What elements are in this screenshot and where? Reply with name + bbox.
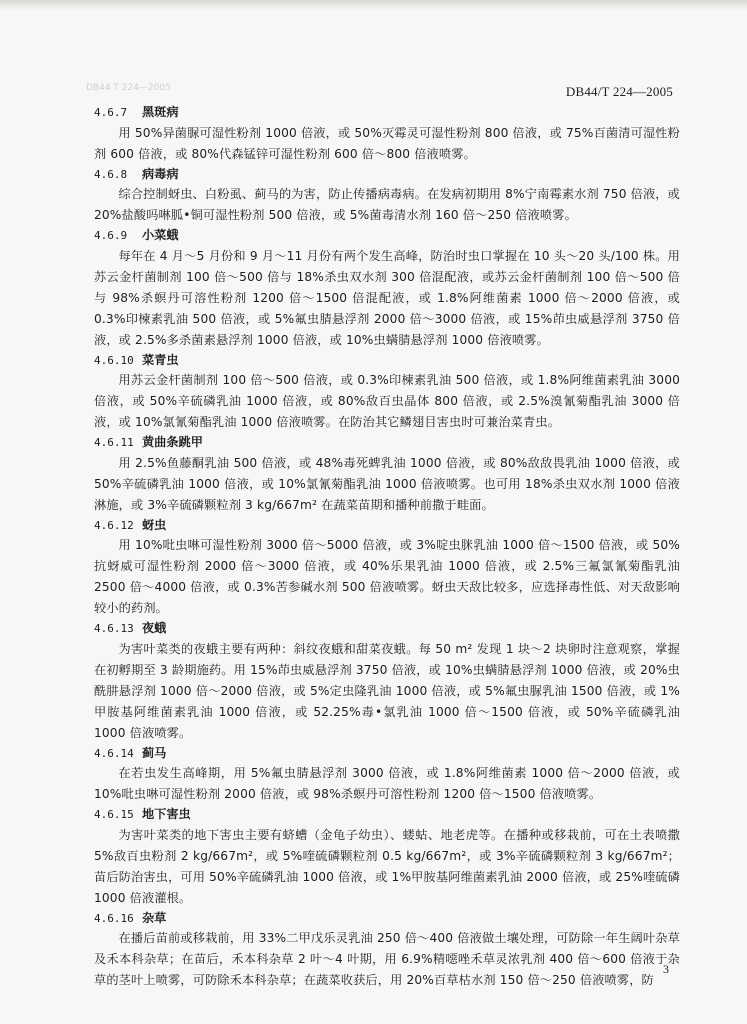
section-number: 4.6.7: [94, 106, 128, 119]
section-number: 4.6.15: [94, 808, 134, 821]
section-heading: [94, 103, 680, 123]
section-number: 4.6.9: [94, 229, 128, 242]
section-heading: [94, 619, 680, 639]
section-paragraph: 为害叶菜类的地下害虫主要有蛴螬（金龟子幼虫）、蝼蛄、地老虎等。在播种或移栽前，可在土表喷撒 5%敌百虫粉剂 2 kg/667m²，或 5%喹硫磷颗粒剂 0.5 kg/667m²，或 3%辛硫磷颗粒剂 3 kg/667m²；苗后防治害虫，可用 50%辛硫磷乳油 1000 倍液，或 1%甲胺基阿维菌素乳油 2000 倍液，或 25%喹硫磷 1000 倍液灌根。: [94, 827, 680, 905]
section-title: 病毒病: [142, 166, 179, 181]
section-paragraph: 综合控制蚜虫、白粉虱、蓟马的为害，防止传播病毒病。在发病初期用 8%宁南霉素水剂 750 倍液，或 20%盐酸吗啉胍•铜可湿性粉剂 500 倍液，或 5%菌毒清水剂 160 倍～250 倍液喷雾。: [94, 187, 680, 222]
section-title: 菜青虫: [142, 352, 179, 367]
section-heading: [94, 805, 680, 825]
section-number: 4.6.11: [94, 436, 134, 449]
section-paragraph: 在若虫发生高峰期，用 5%氟虫腈悬浮剂 3000 倍液，或 1.8%阿维菌素 1000 倍～2000 倍液，或 10%吡虫啉可湿性粉剂 2000 倍液，或 98%杀螟丹可溶性粉剂 1200 倍～1500 倍液喷雾。: [94, 766, 680, 801]
section-number: 4.6.14: [94, 746, 134, 760]
section-paragraph: 用苏云金杆菌制剂 100 倍～500 倍液，或 0.3%印楝素乳油 500 倍液，或 1.8%阿维菌素乳油 3000 倍液，或 50%辛硫磷乳油 1000 倍液，或 80%敌百虫晶体 800 倍液，或 2.5%溴氰菊酯乳油 3000 倍液，或 10%氯氰菊酯乳油 1000 倍液喷雾。在防治其它鳞翅目害虫时可兼治菜青虫。: [94, 373, 680, 429]
section-number: 4.6.12: [94, 518, 134, 532]
section-paragraph: 在播后苗前或移栽前，用 33%二甲戊乐灵乳油 250 倍～400 倍液做土壤处理，可防除一年生阔叶杂草及禾本科杂草；在苗后，禾本科杂草 2 叶～4 叶期，用 6.9%精噁唑禾草灵浓乳剂 400 倍～600 倍液于杂草的茎叶上喷雾，可防除禾本科杂草；在蔬菜收获后，用 20%百草枯水剂 150 倍～250 倍液喷雾，防: [94, 931, 680, 987]
scan-top-band: [0, 0, 747, 10]
section-title: 杂草: [142, 910, 167, 925]
section-number: 4.6.10: [94, 353, 134, 367]
bleed-through-text: DB44 T 224—2005: [86, 83, 171, 93]
section-heading: [94, 433, 680, 453]
section-heading: [94, 226, 680, 246]
section-heading: [94, 351, 680, 371]
section-paragraph: 为害叶菜类的夜蛾主要有两种：斜纹夜蛾和甜菜夜蛾。每 50 m² 发现 1 块～2 块卵时注意观察，掌握在初孵期至 3 龄期施药。用 15%茚虫威悬浮剂 3750 倍液，或 10%虫螨腈悬浮剂 1000 倍液，或 20%虫酰肼悬浮剂 1000 倍～2000 倍液，或 5%定虫隆乳油 1000 倍液，或 5%氟虫脲乳油 1500 倍液，或 1%甲胺基阿维菌素乳油 1000 倍液，或 52.25%毒•氯乳油 1000 倍～1500 倍液，或 50%辛硫磷乳油 1000 倍液喷雾。: [94, 641, 680, 740]
page-number: 3: [663, 962, 669, 976]
content-body: [94, 103, 680, 991]
section-number: 4.6.13: [94, 622, 134, 635]
section-heading: [94, 744, 680, 764]
section-title: 蓟马: [142, 745, 167, 760]
section-heading: [94, 165, 680, 185]
section-title: 黑斑病: [142, 105, 179, 119]
section-heading: [94, 909, 680, 929]
section-paragraph: 用 10%吡虫啉可湿性粉剂 3000 倍～5000 倍液，或 3%啶虫脒乳油 1000 倍～1500 倍液，或 50%抗蚜威可湿性粉剂 2000 倍～3000 倍液，或 40%乐果乳油 1000 倍液，或 2.5%三氟氯氰菊酯乳油 2500 倍～4000 倍液，或 0.3%苦参碱水剂 500 倍液喷雾。蚜虫天敌比较多，应选择毒性低、对天敌影响较小的药剂。: [94, 538, 680, 615]
section-paragraph: 用 2.5%鱼藤酮乳油 500 倍液，或 48%毒死蜱乳油 1000 倍液，或 80%敌敌畏乳油 1000 倍液，或 50%辛硫磷乳油 1000 倍液，或 10%氯氰菊酯乳油 1000 倍液喷雾。也可用 18%杀虫双水剂 1000 倍液淋施，或 3%辛硫磷颗粒剂 3 kg/667m² 在蔬菜苗期和播种前撒于畦面。: [94, 455, 680, 512]
section-title: 夜蛾: [142, 621, 167, 635]
section-title: 地下害虫: [142, 807, 191, 821]
section-paragraph: 用 50%异菌脲可湿性粉剂 1000 倍液，或 50%灭霉灵可湿性粉剂 800 倍液，或 75%百菌清可湿性粉剂 600 倍液，或 80%代森锰锌可湿性粉剂 600 倍～800 倍液喷雾。: [94, 125, 680, 161]
section-title: 蚜虫: [142, 517, 167, 532]
section-number: 4.6.16: [94, 911, 134, 925]
section-number: 4.6.8: [94, 167, 128, 181]
section-title: 黄曲条跳甲: [142, 435, 203, 449]
section-paragraph: 每年在 4 月～5 月份和 9 月～11 月份有两个发生高峰，防治时虫口掌握在 10 头～20 头/100 株。用苏云金杆菌制剂 100 倍～500 倍与 18%杀虫双水剂 300 倍混配液，或苏云金杆菌制剂 100 倍～500 倍与 98%杀螟丹可溶性粉剂 1200 倍～1500 倍混配液，或 1.8%阿维菌素 1000 倍～2000 倍液，或 0.3%印楝素乳油 500 倍液，或 5%氟虫腈悬浮剂 2000 倍～3000 倍液，或 15%茚虫威悬浮剂 3750 倍液，或 2.5%多杀菌素悬浮剂 1000 倍液，或 10%虫螨腈悬浮剂 1000 倍液喷雾。: [94, 248, 680, 347]
section-title: 小菜蛾: [142, 228, 179, 242]
standard-code: DB44/T 224—2005: [565, 84, 673, 99]
section-heading: [94, 516, 680, 536]
